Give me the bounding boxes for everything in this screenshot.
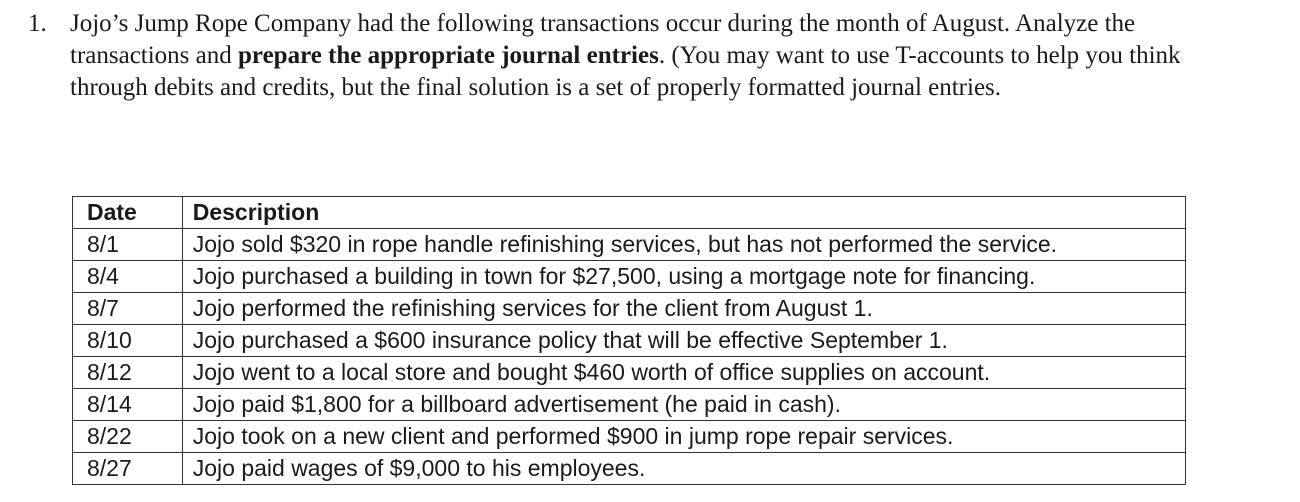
row-date: 8/14 [73, 389, 183, 421]
row-date: 8/10 [73, 325, 183, 357]
row-description: Jojo purchased a $600 insurance policy that will be effective September 1. [182, 325, 1185, 357]
row-date: 8/27 [73, 453, 183, 485]
row-description: Jojo went to a local store and bought $460 worth of office supplies on account. [182, 357, 1185, 389]
table-row [73, 421, 1186, 453]
row-description: Jojo purchased a building in town for $27,500, using a mortgage note for financing. [182, 261, 1185, 293]
column-header-description: Description [182, 197, 1185, 229]
table-row [73, 453, 1186, 485]
question-text-emphasis: prepare the appropriate journal entries [238, 42, 659, 69]
table-row [73, 325, 1186, 357]
column-header-date: Date [73, 197, 183, 229]
transactions-table [72, 196, 1186, 485]
question-text-rest: . (You may want to use T-accounts to help you think through debits and credits, but the final solution is a set of properly formatted journal entries. [70, 42, 1181, 101]
row-description: Jojo took on a new client and performed $900 in jump rope repair services. [182, 421, 1185, 453]
row-date: 8/4 [73, 261, 183, 293]
table-row [73, 229, 1186, 261]
question-number: 1. [28, 10, 47, 37]
row-date: 8/12 [73, 357, 183, 389]
question-block [28, 8, 1278, 104]
row-description: Jojo paid $1,800 for a billboard advertisement (he paid in cash). [182, 389, 1185, 421]
question-text-intro: Jojo’s Jump Rope Company had the following transactions occur during the month of August. Analyze the transactions and [70, 10, 1136, 69]
table-row [73, 293, 1186, 325]
table-header-row [73, 197, 1186, 229]
row-date: 8/1 [73, 229, 183, 261]
row-description: Jojo paid wages of $9,000 to his employees. [182, 453, 1185, 485]
row-description: Jojo performed the refinishing services for the client from August 1. [182, 293, 1185, 325]
question-text [70, 8, 1210, 104]
row-description: Jojo sold $320 in rope handle refinishing services, but has not performed the service. [182, 229, 1185, 261]
table-row [73, 389, 1186, 421]
row-date: 8/22 [73, 421, 183, 453]
row-date: 8/7 [73, 293, 183, 325]
table-row [73, 261, 1186, 293]
table-row [73, 357, 1186, 389]
